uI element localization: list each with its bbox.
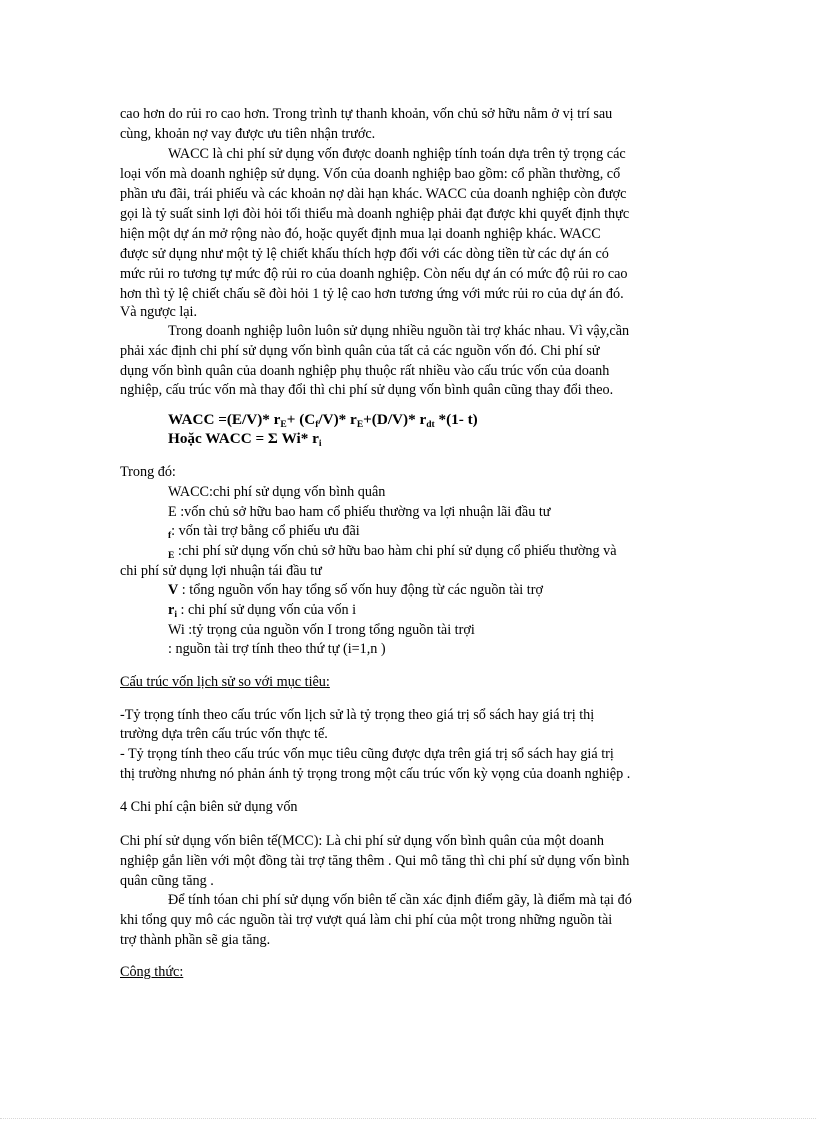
legend-ri: $r_i$ : chi phí sử dụng vốn của vốn i [168, 602, 357, 620]
text-line: mức rủi ro tương tự mức độ rủi ro của doanh nghiệp. Còn nếu dự án có mức độ rủi ro cao [120, 266, 628, 282]
legend-re-cont: chi phí sử dụng lợi nhuận tái đầu tư [120, 563, 322, 579]
wacc-formula: WACC =(E/V)* $r_E+ (C_f/V)*$ $r_E+(D/V)*$ $r_{dt}$ *(1- t) [168, 411, 478, 430]
text-line: Và ngược lại. [120, 304, 198, 320]
text-line: loại vốn mà doanh nghiệp sử dụng. Vốn của doanh nghiệp bao gồm: cổ phần thường, cổ [120, 166, 621, 182]
text-line: cao hơn do rủi ro cao hơn. Trong trình tự thanh khoản, vốn chủ sở hữu nằm ở vị trí sau [120, 106, 613, 122]
text-line: trường dựa trên cấu trúc vốn thực tế. [120, 726, 328, 742]
text-line: -Tỷ trọng tính theo cấu trúc vốn lịch sử là tỷ trọng theo giá trị sổ sách hay giá trị thị [120, 707, 595, 723]
text-line: WACC là chi phí sử dụng vốn được doanh nghiệp tính toán dựa trên tỷ trọng các [168, 146, 626, 162]
text-line: Trong doanh nghiệp luôn luôn sử dụng nhiều nguồn tài trợ khác nhau. Vì vậy,cần [168, 323, 630, 339]
section-heading: Cấu trúc vốn lịch sử so với mục tiêu: [120, 674, 330, 690]
legend-e: E :vốn chủ sở hữu bao ham cổ phiếu thường va lợi nhuận lãi đầu tư [168, 504, 551, 520]
text-line: dụng vốn bình quân của doanh nghiệp phụ thuộc rất nhiều vào cấu trúc vốn của doanh [120, 363, 610, 379]
text-line: cùng, khoản nợ vay được ưu tiên nhận trước. [120, 126, 376, 142]
legend-f: $_f$: vốn tài trợ bằng cổ phiếu ưu đãi [168, 523, 360, 541]
text-line: - Tỷ trọng tính theo cấu trúc vốn mục tiêu cũng được dựa trên giá trị sổ sách hay giá trị [120, 746, 614, 762]
text-line: thị trường nhưng nó phản ánh tỷ trọng trong một cấu trúc vốn kỳ vọng của doanh nghiệp . [120, 766, 631, 782]
legend-re: $_E$ :chi phí sử dụng vốn chủ sở hữu bao hàm chi phí sử dụng cổ phiếu thường và [168, 543, 617, 561]
text-line: nghiệp, cấu trúc vốn mà thay đổi thì chi phí sử dụng vốn bình quân cũng thay đổi theo. [120, 382, 614, 398]
legend-v: V : tổng nguồn vốn hay tổng số vốn huy động từ các nguồn tài trợ [168, 582, 543, 598]
wacc-sum-formula: Hoặc WACC = Σ Wi* $r_i$ [168, 430, 322, 449]
text-line: được sử dụng như một tỷ lệ chiết khấu thích hợp đối với các dòng tiền từ các dự án có [120, 246, 609, 262]
text-line: Để tính tóan chi phí sử dụng vốn biên tế cần xác định điểm gãy, là điểm mà tại đó [168, 892, 632, 908]
text-line: nghiệp gắn liền với một đồng tài trợ tăng thêm . Qui mô tăng thì chi phí sử dụng vốn bình [120, 853, 630, 869]
legend-heading: Trong đó: [120, 464, 176, 480]
text-line: gọi là tỷ suất sinh lợi đòi hỏi tối thiểu mà doanh nghiệp phải đạt được khi quyết định thực [120, 206, 630, 222]
text-line: phần ưu đãi, trái phiếu và các khoản nợ dài hạn khác. WACC của doanh nghiệp còn được [120, 186, 627, 202]
legend-source: : nguồn tài trợ tính theo thứ tự (i=1,n ) [168, 641, 386, 657]
text-line: khi tổng quy mô các nguồn tài trợ vượt quá làm chi phí của một trong những nguồn tài [120, 912, 613, 928]
legend-wi: Wi :tỷ trọng của nguồn vốn I trong tổng nguồn tài trợi [168, 622, 475, 638]
formula-heading: Công thức: [120, 964, 184, 980]
text-line: phải xác định chi phí sử dụng vốn bình quân của tất cả các nguồn vốn đó. Chi phí sử [120, 343, 600, 359]
page-bottom-divider [0, 1118, 816, 1120]
text-line: trợ thành phần sẽ gia tăng. [120, 932, 271, 948]
text-line: hiện một dự án mở rộng nào đó, hoặc quyết định mua lại doanh nghiệp khác. WACC [120, 226, 601, 242]
legend-wacc: WACC:chi phí sử dụng vốn bình quân [168, 484, 386, 500]
text-line: hơn thì tỷ lệ chiết chấu sẽ đòi hỏi 1 tỷ lệ cao hơn tương ứng với mức rủi ro của dự án đó. [120, 286, 624, 302]
text-line: quân cũng tăng . [120, 873, 214, 889]
section-heading: 4 Chi phí cận biên sử dụng vốn [120, 799, 298, 815]
text-line: Chi phí sử dụng vốn biên tế(MCC): Là chi phí sử dụng vốn bình quân của một doanh [120, 833, 604, 849]
